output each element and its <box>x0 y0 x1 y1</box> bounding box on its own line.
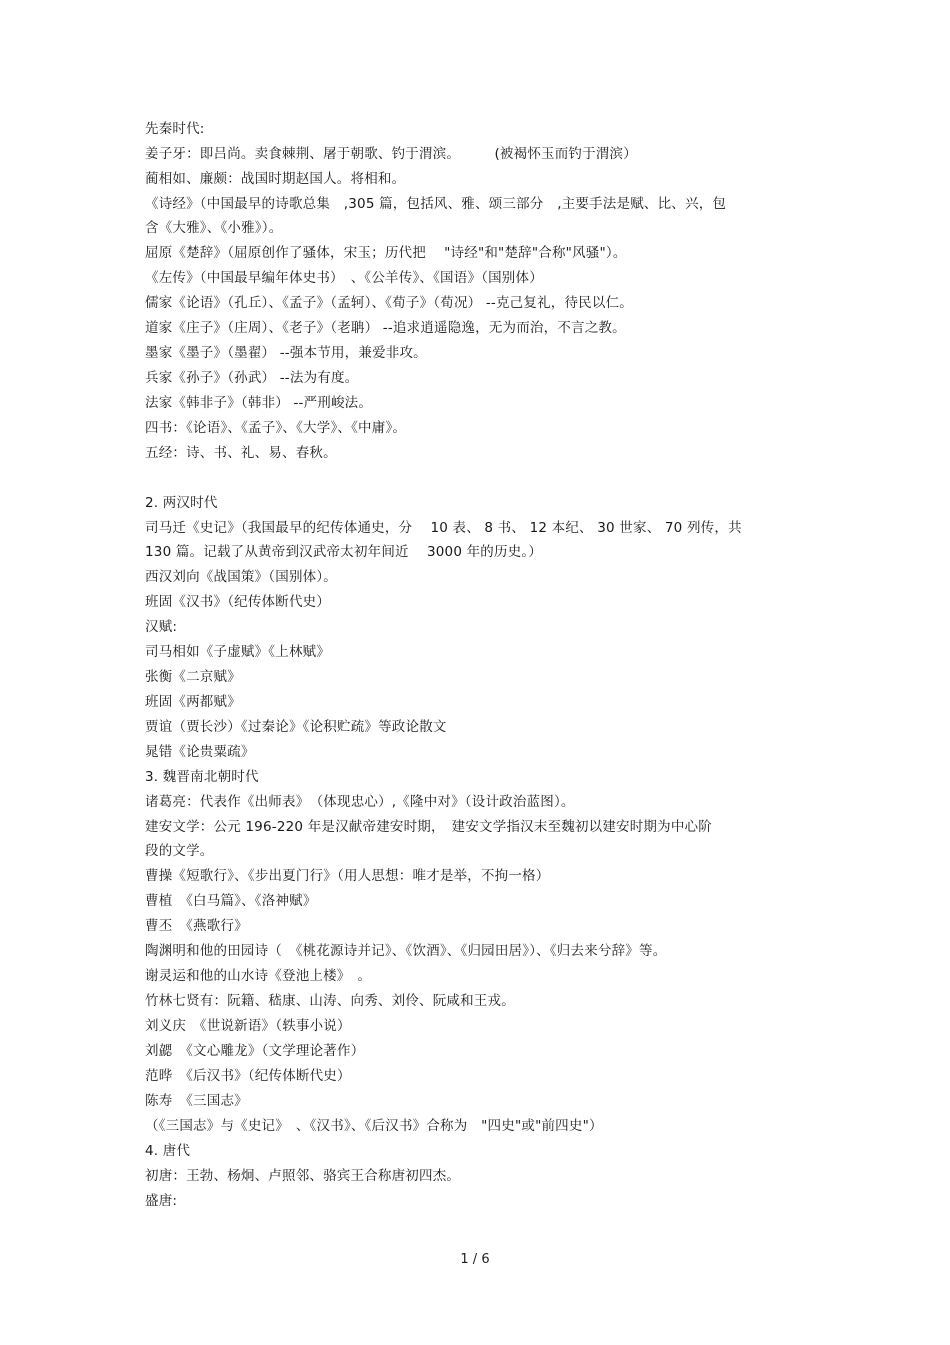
text-line: 墨家《墨子》（墨翟） --强本节用，兼爱非攻。 <box>145 345 427 361</box>
text-line: 曹操《短歌行》、《步出夏门行》（用人思想：唯才是举，不拘一格） <box>145 868 550 884</box>
text-line: 屈原《楚辞》（屈原创作了骚体，宋玉；历代把 "诗经"和"楚辞"合称"风骚"）。 <box>145 245 627 261</box>
section-han-to-tang <box>145 491 810 1214</box>
section-heading: 4. 唐代 <box>145 1143 191 1159</box>
text-line: 《左传》（中国最早编年体史书） 、《公羊传》、《国语》（国别体） <box>145 270 543 286</box>
section-heading: 先秦时代: <box>145 121 205 137</box>
text-line: 西汉刘向《战国策》（国别体）。 <box>145 569 337 585</box>
text-line: 法家《韩非子》（韩非） --严刑峻法。 <box>145 395 373 411</box>
document-body <box>145 117 810 1214</box>
text-line: 蔺相如、廉颇：战国时期赵国人。将相和。 <box>145 171 406 187</box>
text-line: 班固《汉书》（纪传体断代史） <box>145 594 331 610</box>
text-line: （《三国志》与《史记》 、《汉书》、《后汉书》合称为 "四史"或"前四史"） <box>145 1118 603 1134</box>
section-heading: 3. 魏晋南北朝时代 <box>145 769 259 785</box>
text-line: 儒家《论语》（孔丘）、《孟子》（孟轲）、《荀子》（荀况） --克己复礼，待民以仁。 <box>145 295 633 311</box>
text-line: 竹林七贤有：阮籍、嵇康、山涛、向秀、刘伶、阮咸和王戎。 <box>145 993 515 1009</box>
blank-line <box>145 466 810 491</box>
text-line: 刘义庆 《世说新语》（轶事小说） <box>145 1018 351 1034</box>
text-line: 陈寿 《三国志》 <box>145 1093 248 1109</box>
text-line: 贾谊（贾长沙）《过秦论》《论积贮疏》等政论散文 <box>145 719 447 735</box>
text-line: 曹植 《白马篇》、《洛神赋》 <box>145 893 317 909</box>
text-line: 陶渊明和他的田园诗（ 《桃花源诗并记》、《饮酒》、《归园田居》）、《归去来兮辞》等。 <box>145 943 667 959</box>
text-line: 范晔 《后汉书》（纪传体断代史） <box>145 1068 351 1084</box>
text-line: 诸葛亮：代表作《出师表》 （体现忠心）,《隆中对》（设计政治蓝图）。 <box>145 794 575 810</box>
section-heading: 2. 两汉时代 <box>145 495 218 511</box>
text-line: 班固《两都赋》 <box>145 694 241 710</box>
text-line: 130 篇。记载了从黄帝到汉武帝太初年间近 3000 年的历史。） <box>145 544 543 560</box>
text-line: 晁错《论贵粟疏》 <box>145 744 255 760</box>
text-line: 刘勰 《文心雕龙》（文学理论著作） <box>145 1043 365 1059</box>
text-line: 段的文学。 <box>145 843 214 859</box>
text-line: 道家《庄子》（庄周）、《老子》（老聃） --追求逍遥隐逸，无为而治，不言之教。 <box>145 320 626 336</box>
text-line: 初唐：王勃、杨炯、卢照邻、骆宾王合称唐初四杰。 <box>145 1168 461 1184</box>
text-line: 谢灵运和他的山水诗《登池上楼》 。 <box>145 968 372 984</box>
page-number: 1 / 6 <box>460 1252 490 1267</box>
text-line: 汉赋: <box>145 619 178 635</box>
text-line: 兵家《孙子》（孙武） --法为有度。 <box>145 370 359 386</box>
text-line: 五经：诗、书、礼、易、春秋。 <box>145 445 337 461</box>
text-line: 姜子牙：即吕尚。卖食棘荆、屠于朝歌、钓于渭滨。 (被褐怀玉而钓于渭滨） <box>145 146 637 162</box>
section-pre-qin <box>145 117 810 466</box>
text-line: 曹丕 《燕歌行》 <box>145 918 248 934</box>
text-line: 盛唐: <box>145 1193 178 1209</box>
text-line: 司马相如《子虚赋》《上林赋》 <box>145 644 331 660</box>
text-line: 司马迁《史记》（我国最早的纪传体通史，分 10 表、 8 书、 12 本纪、 30 世家、 70 列传，共 <box>145 520 742 536</box>
text-line: 建安文学：公元 196-220 年是汉献帝建安时期， 建安文学指汉末至魏初以建安时期为中心阶 <box>145 819 712 835</box>
text-line: 张衡《二京赋》 <box>145 669 241 685</box>
text-line: 《诗经》（中国最早的诗歌总集 ,305 篇，包括风、雅、颂三部分 ,主要手法是赋、比、兴，包 <box>145 196 727 212</box>
text-line: 含《大雅》、《小雅》）。 <box>145 220 283 236</box>
text-line: 四书：《论语》、《孟子》、《大学》、《中庸》。 <box>145 420 407 436</box>
